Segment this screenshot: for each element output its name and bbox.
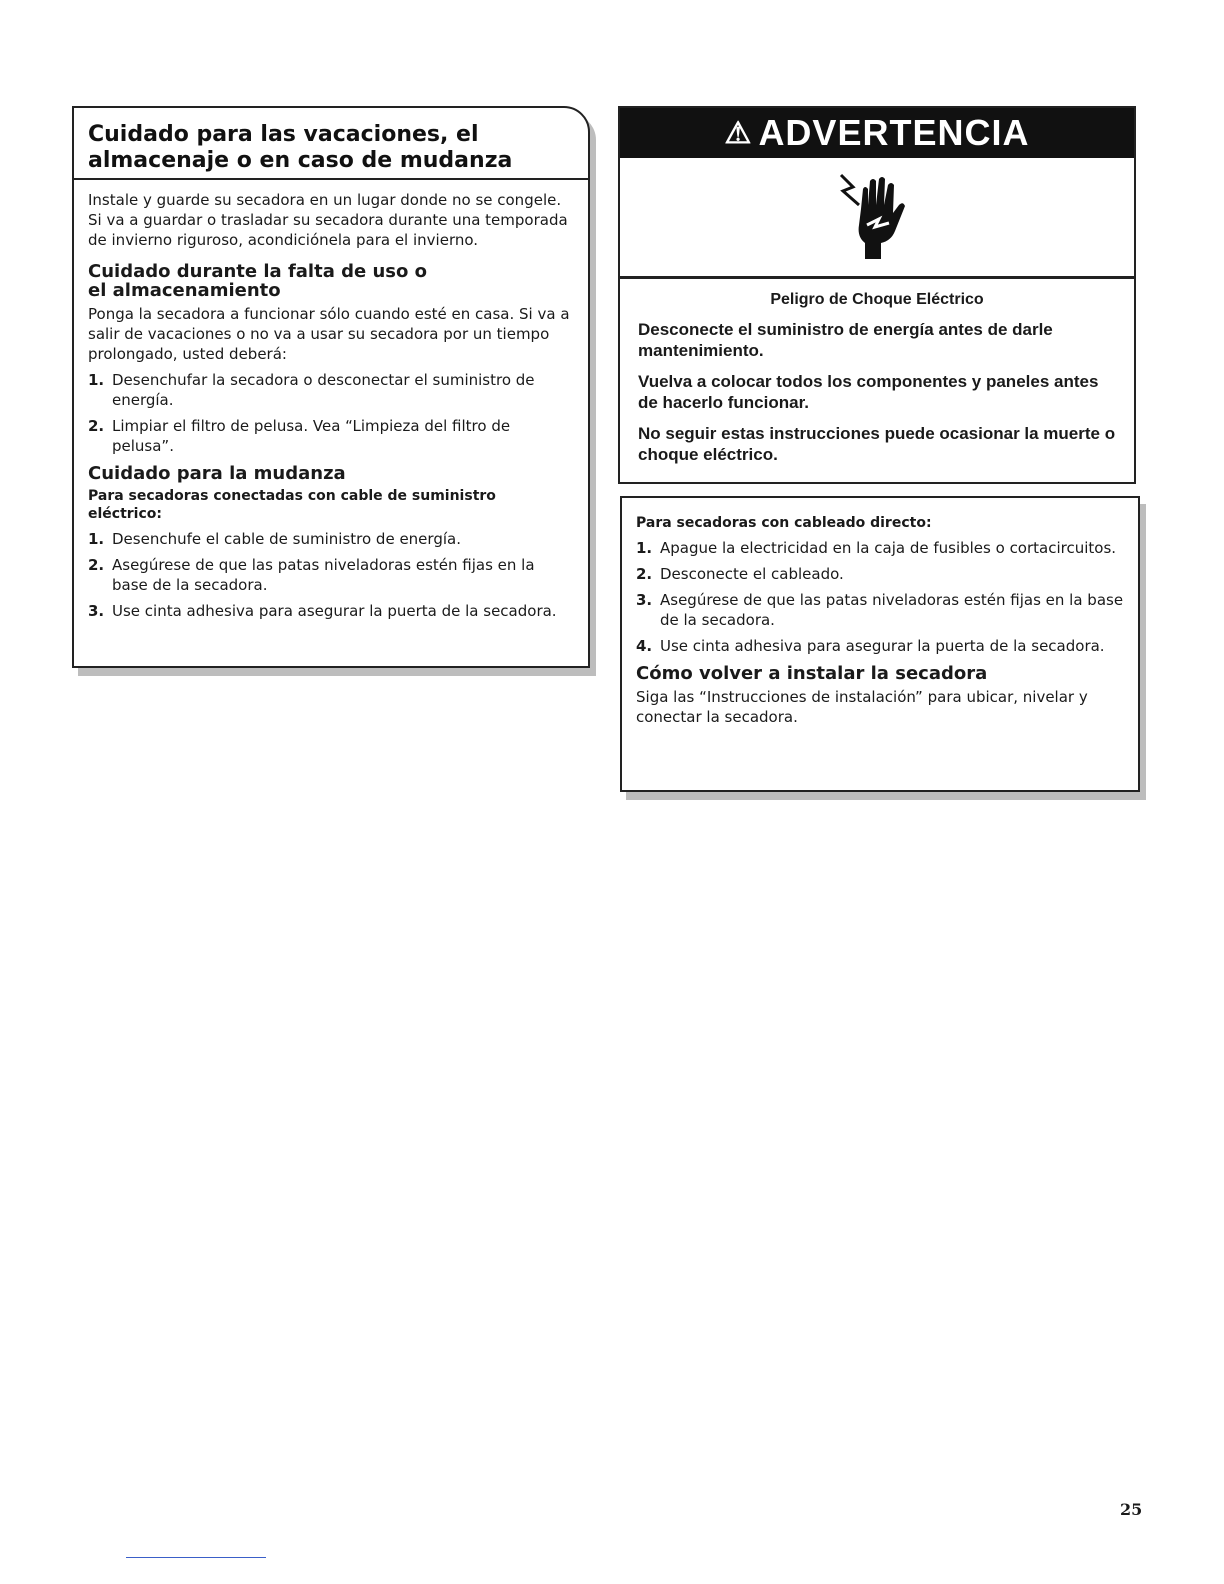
warning-line: Desconecte el suministro de energía antes de darle mantenimiento. (638, 320, 1053, 360)
moving-subhead: Para secadoras conectadas con cable de suministro eléctrico: (88, 488, 496, 522)
nonuse-text: Ponga la secadora a funcionar sólo cuando esté en casa. Si va a salir de vacaciones o no va a usar su secadora por un tiempo prolongado, usted deberá: (88, 305, 570, 363)
direct-wired-subhead: Para secadoras con cableado directo: (636, 515, 932, 531)
reinstall-text: Siga las “Instrucciones de instalación” para ubicar, nivelar y conectar la secadora. (636, 688, 1088, 726)
nonuse-heading: Cuidado durante la falta de uso o el almacenamiento (88, 261, 427, 301)
list-item: 4. Use cinta adhesiva para asegurar la puerta de la secadora. (636, 637, 1105, 655)
reinstall-heading: Cómo volver a instalar la secadora (636, 663, 988, 684)
electric-shock-hand-icon (837, 169, 917, 265)
list-item: 1. Apague la electricidad en la caja de fusibles o cortacircuitos. (636, 539, 1117, 557)
warning-line: Vuelva a colocar todos los componentes y paneles antes de hacerlo funcionar. (638, 372, 1099, 412)
direct-wired-box (620, 496, 1140, 792)
storage-care-box (72, 106, 590, 668)
warning-header: ⚠ ADVERTENCIA (620, 108, 1134, 158)
list-item: 2. Limpiar el filtro de pelusa. Vea “Limpieza del filtro de pelusa”. (88, 417, 511, 455)
direct-wired-steps-list (636, 538, 1124, 656)
list-item: 2. Desconecte el cableado. (636, 565, 844, 583)
warning-line: No seguir estas instrucciones puede ocasionar la muerte o choque eléctrico. (638, 424, 1116, 464)
list-item: 2. Asegúrese de que las patas niveladoras estén fijas en la base de la secadora. (88, 556, 535, 594)
electric-shock-warning-box (618, 106, 1136, 484)
hazard-title: Peligro de Choque Eléctrico (770, 291, 984, 308)
list-item: 1. Desenchufar la secadora o desconectar el suministro de energía. (88, 371, 535, 409)
nonuse-steps-list (88, 370, 574, 456)
list-item: 3. Use cinta adhesiva para asegurar la puerta de la secadora. (88, 602, 557, 620)
storage-care-title: Cuidado para las vacaciones, el almacenaje o en caso de mudanza (74, 108, 588, 180)
list-item: 3. Asegúrese de que las patas niveladoras estén fijas en la base de la secadora. (636, 591, 1124, 629)
moving-steps-list (88, 529, 574, 621)
storage-intro-text: Instale y guarde su secadora en un lugar donde no se congele. Si va a guardar o trasladar su secadora durante una temporada de invierno riguroso, acondiciónela para el invierno. (88, 191, 568, 249)
footer-rule (126, 1557, 266, 1558)
page-number: 25 (1120, 1500, 1143, 1519)
list-item: 1. Desenchufe el cable de suministro de energía. (88, 530, 461, 548)
moving-heading: Cuidado para la mudanza (88, 463, 346, 484)
warning-triangle-icon: ⚠ (724, 116, 753, 150)
